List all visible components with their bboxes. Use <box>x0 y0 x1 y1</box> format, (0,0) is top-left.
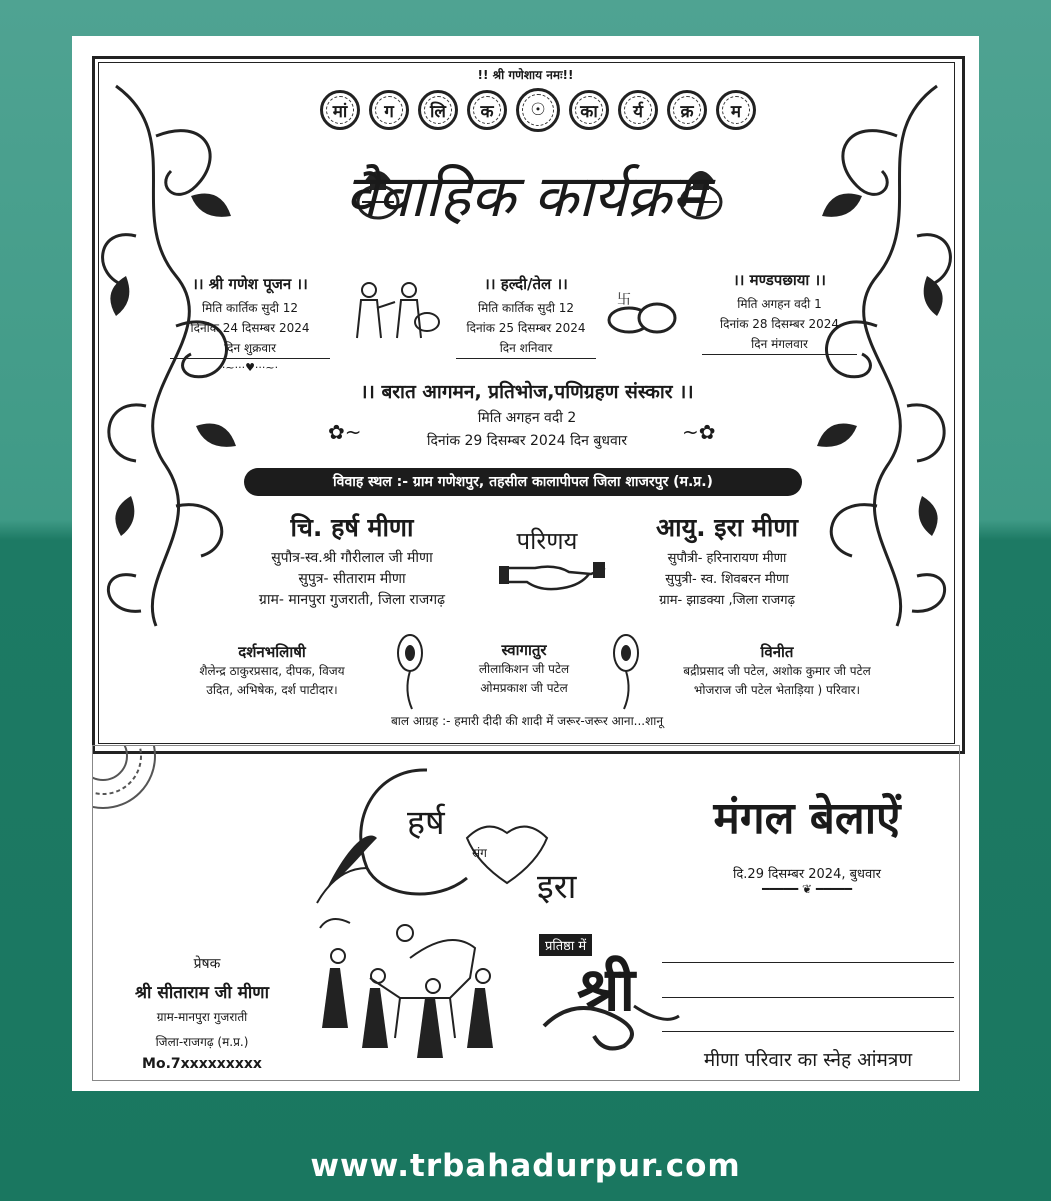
event-title: ।। श्री गणेश पूजन ।। <box>192 275 308 293</box>
event-haldi <box>456 274 596 359</box>
sender-village: ग्राम-मानपुरा गुजराती <box>156 1010 248 1024</box>
address-line-2[interactable] <box>662 997 954 998</box>
website-url: www.trbahadurpur.com <box>310 1148 741 1184</box>
handshake-icon <box>497 554 607 596</box>
sender-district: जिला-राजगढ़ (म.प्र.) <box>155 1035 249 1049</box>
footer-invitation-text: मीणा परिवार का स्नेह आंमत्रण <box>703 1049 913 1071</box>
darshan-line: शैलेन्द्र ठाकुरप्रसाद, दीपक, विजय <box>199 664 345 678</box>
preshak-label: प्रेषक <box>193 956 221 972</box>
pratishtha-label: प्रतिष्ठा में <box>539 934 592 956</box>
mangalik-letter-7: र्य <box>618 90 658 130</box>
venue-banner: विवाह स्थल :- ग्राम गणेशपुर, तहसील कालापीपल जिला शाजरपुर (म.प्र.) <box>244 468 802 496</box>
sender-name: श्री सीताराम जी मीणा <box>135 983 269 1003</box>
event-date: दिनांक 28 दिसम्बर 2024 <box>720 317 839 331</box>
swagat-title: स्वागातुर <box>501 641 547 659</box>
divider-ornament-icon: ·~···♥···~· <box>221 361 279 374</box>
vinit-title: विनीत <box>760 643 794 661</box>
shri-calligraphy: श्री <box>577 955 636 1025</box>
swagat-block <box>444 640 604 698</box>
divider-ornament-icon: ━━━━━ ❦ ━━━━━ <box>762 882 852 896</box>
event-date: दिनांक 25 दिसम्बर 2024 <box>466 321 586 335</box>
event-miti: मिति कार्तिक सुदी 12 <box>477 301 575 315</box>
ganesha-emblem-icon: ☉ <box>516 88 560 132</box>
groom-block <box>222 510 482 611</box>
vinit-line: भोजराज जी पटेल भेताड़िया ) परिवार। <box>693 683 861 697</box>
event-day: दिन शनिवार <box>456 338 596 359</box>
darshan-block <box>152 642 392 700</box>
peacock-feather-right-icon <box>610 631 642 711</box>
event-day: दिन शुक्रवार <box>170 338 330 359</box>
flower-left-icon: ✿~ <box>328 420 362 444</box>
groom-line: सुपुत्र- सीताराम मीणा <box>298 571 406 587</box>
ira-name: इरा <box>537 867 577 907</box>
event-ganesh-pujan <box>170 274 330 374</box>
harsh-name: हर्ष <box>407 803 445 843</box>
main-title: वैवाहिक कार्यक्रम <box>345 162 706 230</box>
baraat-procession-illustration <box>300 908 525 1068</box>
mangalik-letter-8: क्र <box>667 90 707 130</box>
barat-date: दिनांक 29 दिसम्बर 2024 दिन बुधवार <box>426 433 628 449</box>
mangalik-letter-3: लि <box>418 90 458 130</box>
sang-text: संग <box>472 846 487 860</box>
svg-text:卐: 卐 <box>617 292 631 308</box>
barat-title: ।। बरात आगमन, प्रतिभोज,पणिग्रहण संस्कार ।। <box>360 381 694 403</box>
vinit-line: बद्रीप्रसाद जी पटेल, अशोक कुमार जी पटेल <box>683 664 871 678</box>
bride-name: आयु. इरा मीणा <box>656 513 798 542</box>
event-day: दिन मंगलवार <box>702 334 857 355</box>
invocation-text: !! श्री गणेशाय नमः!! <box>477 68 574 82</box>
mangal-belaye-title: मंगल बेलाऐं <box>713 793 901 844</box>
sender-mobile: Mo.7xxxxxxxxx <box>142 1056 262 1072</box>
darshan-line: उदित, अभिषेक, दर्श पाटीदार। <box>206 683 338 697</box>
mangalik-letter-6: का <box>569 90 609 130</box>
bal-agrah-text: बाल आग्रह :- हमारी दीदी की शादी में जरूर-जरूर आना...शानू <box>390 714 664 728</box>
mangal-date: दि.29 दिसम्बर 2024, बुधवार <box>733 867 881 882</box>
groom-name: चि. हर्ष मीणा <box>290 513 414 542</box>
event-miti: मिति अगहन वदी 1 <box>737 297 822 311</box>
swagat-line: लीलाकिशन जी पटेल <box>478 662 570 676</box>
groom-line: ग्राम- मानपुरा गुजराती, जिला राजगढ़ <box>258 592 446 608</box>
groom-line: सुपौत्र-स्व.श्री गौरीलाल जी मीणा <box>271 550 433 566</box>
vinit-block <box>652 642 902 700</box>
barat-miti: मिति अगहन वदी 2 <box>477 410 577 426</box>
mangalik-letter-1: मां <box>320 90 360 130</box>
mangalik-letter-9: म <box>716 90 756 130</box>
parinay-text: परिणय <box>516 527 578 555</box>
flower-right-icon: ~✿ <box>682 420 716 444</box>
invitation-card <box>72 36 979 1091</box>
bride-block <box>612 510 842 611</box>
mangalik-letter-2: ग <box>369 90 409 130</box>
event-miti: मिति कार्तिक सुदी 12 <box>201 301 299 315</box>
swagat-line: ओमप्रकाश जी पटेल <box>480 681 568 695</box>
bride-line: ग्राम- झाडक्या ,जिला राजगढ़ <box>659 593 795 608</box>
event-date: दिनांक 24 दिसम्बर 2024 <box>190 321 310 335</box>
mangalik-letter-4: क <box>467 90 507 130</box>
address-line-3[interactable] <box>662 1031 954 1032</box>
mandala-corner-ornament <box>93 746 163 816</box>
peacock-feather-left-icon <box>394 631 426 711</box>
bride-line: सुपौत्री- हरिनारायण मीणा <box>667 551 787 566</box>
drummer-illustration <box>347 278 442 340</box>
address-line-1[interactable] <box>662 962 954 963</box>
darshan-title: दर्शनभलिाषी <box>238 643 306 661</box>
event-mandapchhaya <box>702 270 857 355</box>
bride-line: सुपुत्री- स्व. शिवबरन मीणा <box>665 572 789 587</box>
event-title: ।। हल्दी/तेल ।। <box>484 275 568 293</box>
event-title: ।। मण्डपछाया ।। <box>733 271 826 289</box>
dhol-illustration <box>607 288 677 338</box>
